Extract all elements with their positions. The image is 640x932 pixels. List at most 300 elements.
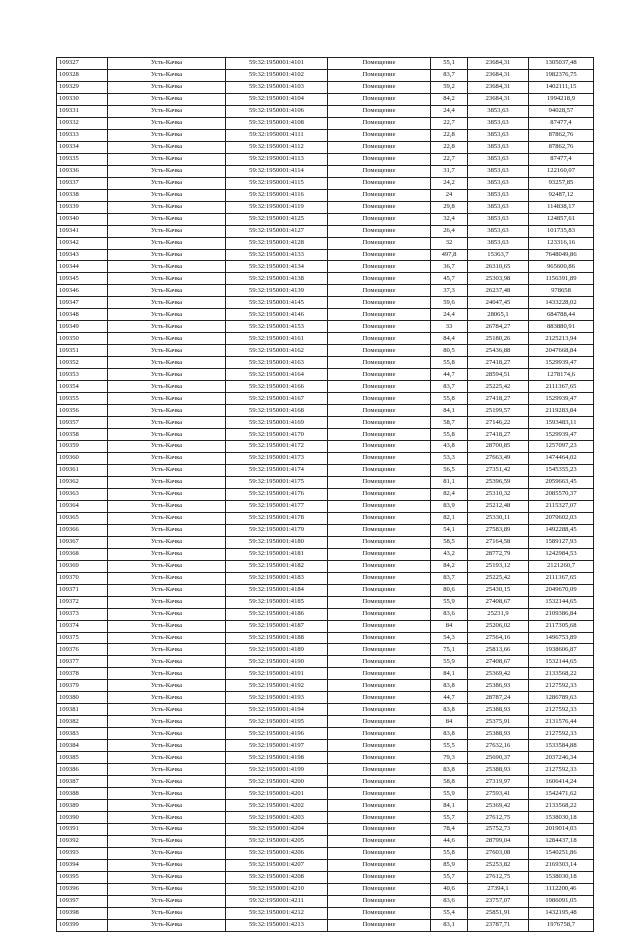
object-type-cell: Помещение (328, 261, 431, 273)
unit-value-cell: 23684,31 (468, 69, 529, 81)
unit-value-cell: 25388,93 (468, 704, 529, 716)
cadastral-number-cell: 59:32:1950001:4178 (226, 512, 328, 524)
cadastral-number-cell: 59:32:1950001:4208 (226, 871, 328, 883)
object-type-cell: Помещение (328, 429, 431, 441)
locality-cell: Усть-Качка (108, 740, 226, 752)
locality-cell: Усть-Качка (108, 728, 226, 740)
unit-value-cell: 26310,65 (468, 261, 529, 273)
cadastral-number-cell: 59:32:1950001:4113 (226, 153, 328, 165)
unit-value-cell: 23684,31 (468, 58, 529, 70)
cadastral-number-cell: 59:32:1950001:4177 (226, 500, 328, 512)
cadastral-number-cell: 59:32:1950001:4203 (226, 812, 328, 824)
area-cell: 83,1 (431, 919, 468, 931)
locality-cell: Усть-Качка (108, 488, 226, 500)
area-cell: 82,4 (431, 488, 468, 500)
area-cell: 80,6 (431, 584, 468, 596)
cadastral-value-cell: 123316,16 (529, 237, 594, 249)
table-row (57, 177, 594, 189)
cadastral-number-cell: 59:32:1950001:4211 (226, 895, 328, 907)
cadastral-value-cell: 2133568,22 (529, 668, 594, 680)
table-row (57, 548, 594, 560)
cadastral-number-cell: 59:32:1950001:4183 (226, 572, 328, 584)
area-cell: 22,8 (431, 129, 468, 141)
row-number-cell: 109370 (57, 572, 108, 584)
cadastral-number-cell: 59:32:1950001:4194 (226, 704, 328, 716)
object-type-cell: Помещение (328, 81, 431, 93)
cadastral-value-cell: 1433228,02 (529, 297, 594, 309)
row-number-cell: 109353 (57, 369, 108, 381)
unit-value-cell: 25212,48 (468, 500, 529, 512)
unit-value-cell: 25225,42 (468, 381, 529, 393)
area-cell: 55,8 (431, 429, 468, 441)
locality-cell: Усть-Качка (108, 141, 226, 153)
area-cell: 84,2 (431, 93, 468, 105)
table-row (57, 560, 594, 572)
locality-cell: Усть-Качка (108, 536, 226, 548)
cadastral-value-cell: 1976758,7 (529, 919, 594, 931)
unit-value-cell: 25180,26 (468, 333, 529, 345)
row-number-cell: 109342 (57, 237, 108, 249)
cadastral-number-cell: 59:32:1950001:4193 (226, 692, 328, 704)
locality-cell: Усть-Качка (108, 213, 226, 225)
row-number-cell: 109335 (57, 153, 108, 165)
area-cell: 55,9 (431, 656, 468, 668)
cadastral-number-cell: 59:32:1950001:4162 (226, 345, 328, 357)
unit-value-cell: 3853,63 (468, 117, 529, 129)
object-type-cell: Помещение (328, 381, 431, 393)
object-type-cell: Помещение (328, 345, 431, 357)
table-row (57, 644, 594, 656)
unit-value-cell: 3853,63 (468, 237, 529, 249)
cadastral-number-cell: 59:32:1950001:4139 (226, 285, 328, 297)
object-type-cell: Помещение (328, 464, 431, 476)
row-number-cell: 109367 (57, 536, 108, 548)
locality-cell: Усть-Качка (108, 381, 226, 393)
row-number-cell: 109377 (57, 656, 108, 668)
object-type-cell: Помещение (328, 548, 431, 560)
row-number-cell: 109344 (57, 261, 108, 273)
unit-value-cell: 27351,42 (468, 464, 529, 476)
table-row (57, 309, 594, 321)
object-type-cell: Помещение (328, 153, 431, 165)
cadastral-value-cell: 1432195,48 (529, 907, 594, 919)
object-type-cell: Помещение (328, 393, 431, 405)
area-cell: 22,7 (431, 153, 468, 165)
table-row (57, 381, 594, 393)
locality-cell: Усть-Качка (108, 871, 226, 883)
row-number-cell: 109346 (57, 285, 108, 297)
cadastral-number-cell: 59:32:1950001:4164 (226, 369, 328, 381)
cadastral-number-cell: 59:32:1950001:4172 (226, 441, 328, 453)
locality-cell: Усть-Качка (108, 548, 226, 560)
cadastral-value-cell: 124857,61 (529, 213, 594, 225)
table-row (57, 620, 594, 632)
area-cell: 54,3 (431, 632, 468, 644)
area-cell: 43,2 (431, 548, 468, 560)
table-row (57, 393, 594, 405)
object-type-cell: Помещение (328, 93, 431, 105)
row-number-cell: 109347 (57, 297, 108, 309)
row-number-cell: 109329 (57, 81, 108, 93)
row-number-cell: 109396 (57, 883, 108, 895)
row-number-cell: 109364 (57, 500, 108, 512)
area-cell: 56,5 (431, 464, 468, 476)
unit-value-cell: 23684,31 (468, 81, 529, 93)
locality-cell: Усть-Качка (108, 117, 226, 129)
unit-value-cell: 27164,58 (468, 536, 529, 548)
row-number-cell: 109363 (57, 488, 108, 500)
row-number-cell: 109399 (57, 919, 108, 931)
unit-value-cell: 25813,66 (468, 644, 529, 656)
area-cell: 55,9 (431, 596, 468, 608)
locality-cell: Усть-Качка (108, 680, 226, 692)
locality-cell: Усть-Качка (108, 58, 226, 70)
row-number-cell: 109392 (57, 835, 108, 847)
unit-value-cell: 23757,07 (468, 895, 529, 907)
table-row (57, 369, 594, 381)
object-type-cell: Помещение (328, 417, 431, 429)
locality-cell: Усть-Качка (108, 321, 226, 333)
cadastral-number-cell: 59:32:1950001:4119 (226, 201, 328, 213)
area-cell: 32 (431, 237, 468, 249)
cadastral-number-cell: 59:32:1950001:4174 (226, 464, 328, 476)
area-cell: 54,1 (431, 524, 468, 536)
cadastral-value-cell: 94028,57 (529, 105, 594, 117)
row-number-cell: 109354 (57, 381, 108, 393)
cadastral-number-cell: 59:32:1950001:4195 (226, 716, 328, 728)
locality-cell: Усть-Качка (108, 189, 226, 201)
table-row (57, 800, 594, 812)
object-type-cell: Помещение (328, 524, 431, 536)
table-row (57, 165, 594, 177)
unit-value-cell: 25199,57 (468, 405, 529, 417)
table-row (57, 812, 594, 824)
object-type-cell: Помещение (328, 321, 431, 333)
cadastral-value-cell: 1529939,47 (529, 393, 594, 405)
cadastral-value-cell: 684788,44 (529, 309, 594, 321)
table-row (57, 333, 594, 345)
row-number-cell: 109368 (57, 548, 108, 560)
cadastral-number-cell: 59:32:1950001:4210 (226, 883, 328, 895)
area-cell: 24 (431, 189, 468, 201)
unit-value-cell: 3853,63 (468, 105, 529, 117)
unit-value-cell: 27583,89 (468, 524, 529, 536)
unit-value-cell: 27418,27 (468, 357, 529, 369)
locality-cell: Усть-Качка (108, 69, 226, 81)
locality-cell: Усть-Качка (108, 907, 226, 919)
object-type-cell: Помещение (328, 584, 431, 596)
row-number-cell: 109376 (57, 644, 108, 656)
cadastral-number-cell: 59:32:1950001:4115 (226, 177, 328, 189)
cadastral-value-cell: 1402111,15 (529, 81, 594, 93)
object-type-cell: Помещение (328, 297, 431, 309)
object-type-cell: Помещение (328, 213, 431, 225)
object-type-cell: Помещение (328, 620, 431, 632)
unit-value-cell: 24047,45 (468, 297, 529, 309)
locality-cell: Усть-Качка (108, 512, 226, 524)
locality-cell: Усть-Качка (108, 847, 226, 859)
object-type-cell: Помещение (328, 668, 431, 680)
row-number-cell: 109379 (57, 680, 108, 692)
cadastral-number-cell: 59:32:1950001:4198 (226, 752, 328, 764)
unit-value-cell: 25388,93 (468, 728, 529, 740)
table-row (57, 883, 594, 895)
object-type-cell: Помещение (328, 369, 431, 381)
area-cell: 55,1 (431, 58, 468, 70)
unit-value-cell: 3853,63 (468, 129, 529, 141)
cadastral-number-cell: 59:32:1950001:4187 (226, 620, 328, 632)
cadastral-value-cell: 2169303,14 (529, 859, 594, 871)
table-row (57, 716, 594, 728)
unit-value-cell: 3853,63 (468, 177, 529, 189)
cadastral-value-cell: 87862,76 (529, 129, 594, 141)
cadastral-number-cell: 59:32:1950001:4102 (226, 69, 328, 81)
cadastral-number-cell: 59:32:1950001:4145 (226, 297, 328, 309)
area-cell: 55,8 (431, 393, 468, 405)
object-type-cell: Помещение (328, 165, 431, 177)
registry-table-page (56, 57, 584, 932)
row-number-cell: 109334 (57, 141, 108, 153)
table-row (57, 656, 594, 668)
object-type-cell: Помещение (328, 129, 431, 141)
object-type-cell: Помещение (328, 776, 431, 788)
area-cell: 80,5 (431, 345, 468, 357)
unit-value-cell: 23684,31 (468, 93, 529, 105)
cadastral-number-cell: 59:32:1950001:4179 (226, 524, 328, 536)
object-type-cell: Помещение (328, 632, 431, 644)
table-row (57, 141, 594, 153)
area-cell: 84 (431, 716, 468, 728)
cadastral-value-cell: 1589127,93 (529, 536, 594, 548)
unit-value-cell: 3853,63 (468, 141, 529, 153)
table-row (57, 608, 594, 620)
object-type-cell: Помещение (328, 105, 431, 117)
unit-value-cell: 27408,67 (468, 596, 529, 608)
table-row (57, 261, 594, 273)
cadastral-value-cell: 2111367,65 (529, 572, 594, 584)
table-row (57, 907, 594, 919)
table-row (57, 117, 594, 129)
locality-cell: Усть-Качка (108, 165, 226, 177)
cadastral-number-cell: 59:32:1950001:4167 (226, 393, 328, 405)
unit-value-cell: 3853,63 (468, 201, 529, 213)
object-type-cell: Помещение (328, 919, 431, 931)
object-type-cell: Помещение (328, 680, 431, 692)
locality-cell: Усть-Качка (108, 835, 226, 847)
unit-value-cell: 25690,37 (468, 752, 529, 764)
cadastral-value-cell: 2059663,45 (529, 476, 594, 488)
cadastral-value-cell: 965600,86 (529, 261, 594, 273)
row-number-cell: 109380 (57, 692, 108, 704)
cadastral-number-cell: 59:32:1950001:4173 (226, 452, 328, 464)
cadastral-number-cell: 59:32:1950001:4192 (226, 680, 328, 692)
row-number-cell: 109348 (57, 309, 108, 321)
unit-value-cell: 3853,63 (468, 189, 529, 201)
cadastral-number-cell: 59:32:1950001:4128 (226, 237, 328, 249)
cadastral-number-cell: 59:32:1950001:4111 (226, 129, 328, 141)
area-cell: 497,8 (431, 249, 468, 261)
locality-cell: Усть-Качка (108, 764, 226, 776)
locality-cell: Усть-Качка (108, 153, 226, 165)
cadastral-value-cell: 1156391,89 (529, 273, 594, 285)
row-number-cell: 109366 (57, 524, 108, 536)
area-cell: 40,6 (431, 883, 468, 895)
unit-value-cell: 28065,1 (468, 309, 529, 321)
cadastral-number-cell: 59:32:1950001:4190 (226, 656, 328, 668)
cadastral-value-cell: 1982376,75 (529, 69, 594, 81)
locality-cell: Усть-Качка (108, 776, 226, 788)
cadastral-number-cell: 59:32:1950001:4206 (226, 847, 328, 859)
cadastral-number-cell: 59:32:1950001:4103 (226, 81, 328, 93)
locality-cell: Усть-Качка (108, 812, 226, 824)
property-registry-table (56, 57, 594, 932)
unit-value-cell: 27612,75 (468, 812, 529, 824)
cadastral-number-cell: 59:32:1950001:4170 (226, 429, 328, 441)
locality-cell: Усть-Качка (108, 129, 226, 141)
cadastral-number-cell: 59:32:1950001:4182 (226, 560, 328, 572)
object-type-cell: Помещение (328, 835, 431, 847)
table-row (57, 81, 594, 93)
locality-cell: Усть-Качка (108, 285, 226, 297)
table-row (57, 500, 594, 512)
cadastral-number-cell: 59:32:1950001:4133 (226, 249, 328, 261)
area-cell: 45,7 (431, 273, 468, 285)
cadastral-number-cell: 59:32:1950001:4188 (226, 632, 328, 644)
object-type-cell: Помещение (328, 441, 431, 453)
unit-value-cell: 28594,51 (468, 369, 529, 381)
row-number-cell: 109388 (57, 788, 108, 800)
unit-value-cell: 3853,63 (468, 165, 529, 177)
area-cell: 44,7 (431, 692, 468, 704)
unit-value-cell: 3853,63 (468, 225, 529, 237)
unit-value-cell: 27418,27 (468, 393, 529, 405)
object-type-cell: Помещение (328, 536, 431, 548)
row-number-cell: 109333 (57, 129, 108, 141)
row-number-cell: 109352 (57, 357, 108, 369)
object-type-cell: Помещение (328, 656, 431, 668)
object-type-cell: Помещение (328, 764, 431, 776)
unit-value-cell: 25310,32 (468, 488, 529, 500)
locality-cell: Усть-Качка (108, 177, 226, 189)
cadastral-value-cell: 1994218,9 (529, 93, 594, 105)
object-type-cell: Помещение (328, 512, 431, 524)
locality-cell: Усть-Качка (108, 608, 226, 620)
table-row (57, 488, 594, 500)
area-cell: 58,7 (431, 417, 468, 429)
cadastral-value-cell: 1538030,18 (529, 812, 594, 824)
area-cell: 44,6 (431, 835, 468, 847)
area-cell: 83,8 (431, 680, 468, 692)
area-cell: 58,8 (431, 776, 468, 788)
cadastral-value-cell: 122160,07 (529, 165, 594, 177)
cadastral-value-cell: 7648049,86 (529, 249, 594, 261)
cadastral-value-cell: 1606414,24 (529, 776, 594, 788)
locality-cell: Усть-Качка (108, 883, 226, 895)
locality-cell: Усть-Качка (108, 393, 226, 405)
cadastral-number-cell: 59:32:1950001:4153 (226, 321, 328, 333)
cadastral-number-cell: 59:32:1950001:4175 (226, 476, 328, 488)
cadastral-value-cell: 1538030,18 (529, 871, 594, 883)
row-number-cell: 109336 (57, 165, 108, 177)
cadastral-number-cell: 59:32:1950001:4116 (226, 189, 328, 201)
cadastral-value-cell: 2085570,37 (529, 488, 594, 500)
object-type-cell: Помещение (328, 788, 431, 800)
table-row (57, 129, 594, 141)
object-type-cell: Помещение (328, 117, 431, 129)
row-number-cell: 109327 (57, 58, 108, 70)
unit-value-cell: 3853,63 (468, 213, 529, 225)
cadastral-value-cell: 87477,4 (529, 153, 594, 165)
object-type-cell: Помещение (328, 405, 431, 417)
unit-value-cell: 27394,1 (468, 883, 529, 895)
area-cell: 26,4 (431, 225, 468, 237)
cadastral-value-cell: 2079602,03 (529, 512, 594, 524)
object-type-cell: Помещение (328, 285, 431, 297)
table-row (57, 429, 594, 441)
cadastral-value-cell: 1593483,11 (529, 417, 594, 429)
unit-value-cell: 27146,22 (468, 417, 529, 429)
locality-cell: Усть-Качка (108, 333, 226, 345)
locality-cell: Усть-Качка (108, 225, 226, 237)
cadastral-number-cell: 59:32:1950001:4168 (226, 405, 328, 417)
area-cell: 24,4 (431, 309, 468, 321)
locality-cell: Усть-Качка (108, 237, 226, 249)
cadastral-value-cell: 1286789,63 (529, 692, 594, 704)
cadastral-number-cell: 59:32:1950001:4127 (226, 225, 328, 237)
row-number-cell: 109384 (57, 740, 108, 752)
cadastral-number-cell: 59:32:1950001:4176 (226, 488, 328, 500)
locality-cell: Усть-Качка (108, 345, 226, 357)
cadastral-number-cell: 59:32:1950001:4202 (226, 800, 328, 812)
row-number-cell: 109369 (57, 560, 108, 572)
locality-cell: Усть-Качка (108, 572, 226, 584)
cadastral-value-cell: 2049670,09 (529, 584, 594, 596)
area-cell: 83,7 (431, 572, 468, 584)
locality-cell: Усть-Качка (108, 716, 226, 728)
area-cell: 81,1 (431, 476, 468, 488)
cadastral-value-cell: 1112200,46 (529, 883, 594, 895)
cadastral-value-cell: 2121260,7 (529, 560, 594, 572)
object-type-cell: Помещение (328, 812, 431, 824)
row-number-cell: 109389 (57, 800, 108, 812)
cadastral-number-cell: 59:32:1950001:4189 (226, 644, 328, 656)
cadastral-number-cell: 59:32:1950001:4163 (226, 357, 328, 369)
object-type-cell: Помещение (328, 752, 431, 764)
unit-value-cell: 28772,79 (468, 548, 529, 560)
unit-value-cell: 27319,97 (468, 776, 529, 788)
cadastral-value-cell: 2127592,33 (529, 704, 594, 716)
cadastral-number-cell: 59:32:1950001:4196 (226, 728, 328, 740)
area-cell: 83,8 (431, 704, 468, 716)
cadastral-value-cell: 1545355,23 (529, 464, 594, 476)
unit-value-cell: 27408,67 (468, 656, 529, 668)
cadastral-value-cell: 1532144,65 (529, 596, 594, 608)
unit-value-cell: 27612,75 (468, 871, 529, 883)
table-row (57, 417, 594, 429)
table-row (57, 752, 594, 764)
object-type-cell: Помещение (328, 500, 431, 512)
cadastral-number-cell: 59:32:1950001:4125 (226, 213, 328, 225)
unit-value-cell: 25193,12 (468, 560, 529, 572)
table-row (57, 824, 594, 836)
object-type-cell: Помещение (328, 309, 431, 321)
row-number-cell: 109385 (57, 752, 108, 764)
object-type-cell: Помещение (328, 273, 431, 285)
cadastral-number-cell: 59:32:1950001:4200 (226, 776, 328, 788)
table-row (57, 105, 594, 117)
row-number-cell: 109332 (57, 117, 108, 129)
locality-cell: Усть-Качка (108, 644, 226, 656)
